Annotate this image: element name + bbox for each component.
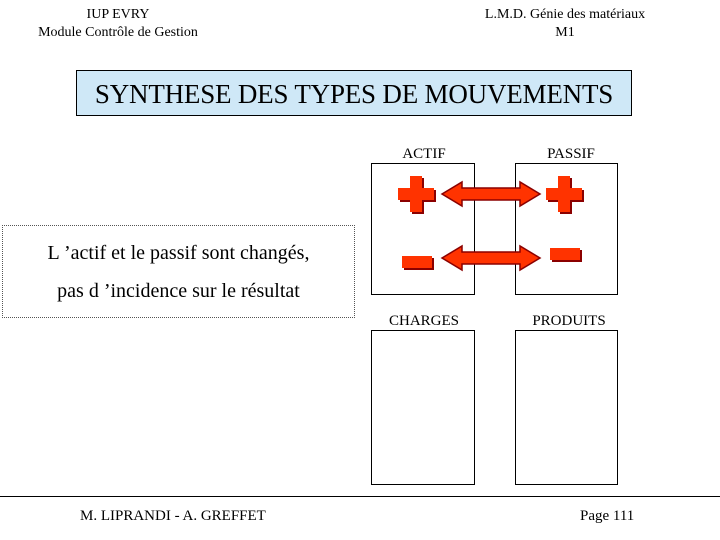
produits-heading: PRODUITS	[532, 313, 606, 329]
header-program: L.M.D. Génie des matériaux	[484, 7, 646, 22]
minus-icon	[550, 248, 584, 264]
double-arrow-icon	[440, 180, 544, 208]
minus-icon	[402, 256, 436, 272]
plus-icon	[396, 174, 436, 214]
passif-heading: PASSIF	[547, 146, 595, 162]
header-level: M1	[555, 25, 575, 40]
charges-heading: CHARGES	[388, 313, 459, 329]
note-line-1: L ’actif et le passif sont changés,	[47, 242, 310, 264]
header-module: Module Contrôle de Gestion	[38, 25, 198, 40]
header-left	[20, 6, 216, 42]
slide-title: SYNTHESE DES TYPES DE MOUVEMENTS	[76, 70, 632, 116]
header-right	[460, 6, 670, 42]
header-institution: IUP EVRY	[86, 7, 150, 22]
footer-divider	[0, 496, 720, 497]
page-number: Page 111	[580, 508, 635, 524]
plus-icon	[544, 174, 584, 214]
produits-panel	[515, 330, 618, 485]
double-arrow-icon	[440, 244, 544, 272]
footer-authors: M. LIPRANDI - A. GREFFET	[80, 508, 266, 524]
note-box	[2, 225, 355, 318]
actif-heading: ACTIF	[402, 146, 446, 162]
charges-panel	[371, 330, 475, 485]
note-line-2: pas d ’incidence sur le résultat	[57, 280, 300, 302]
